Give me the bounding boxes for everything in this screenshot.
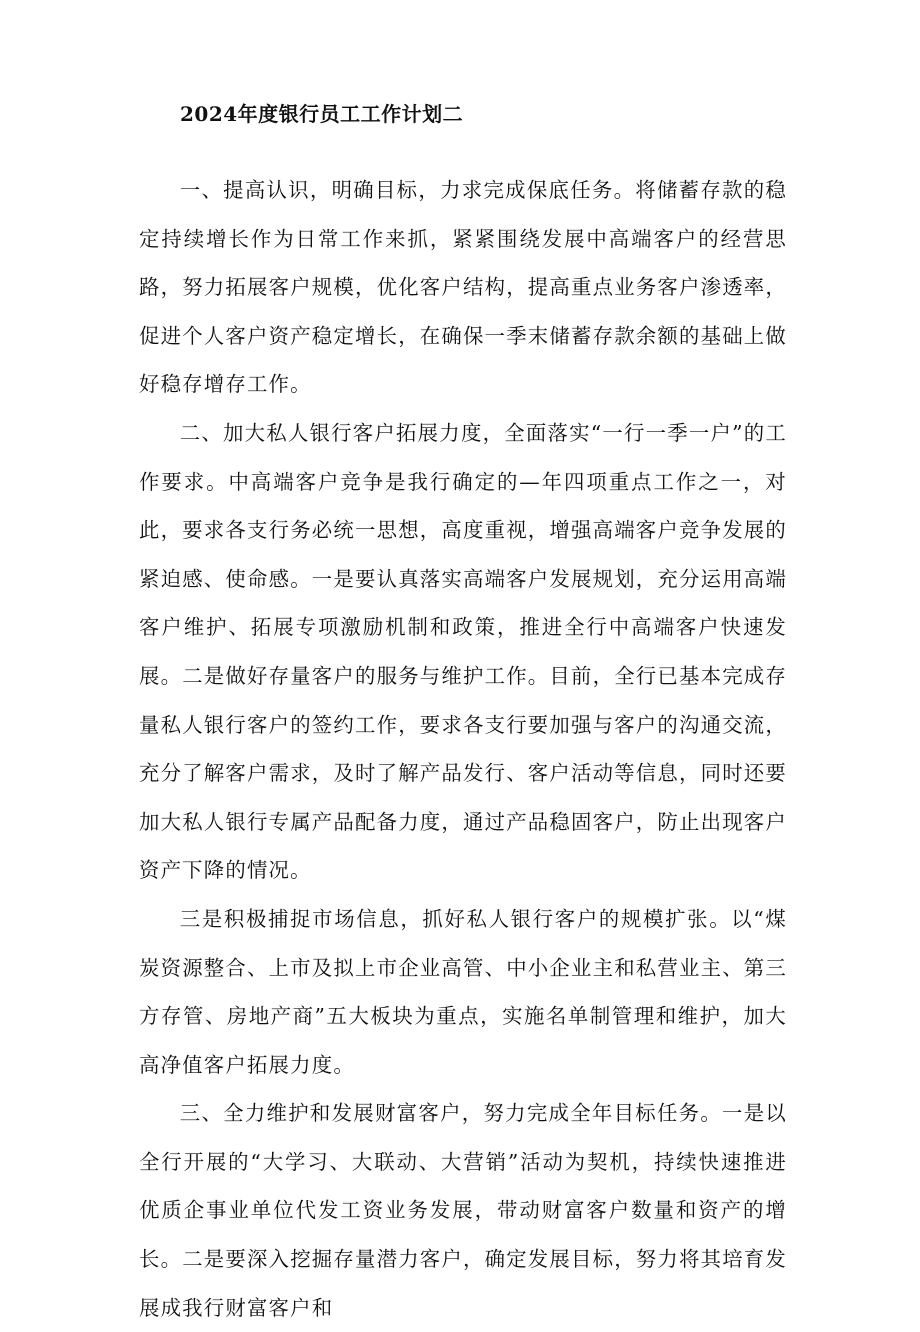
document-title: 2024年度银行员工工作计划二 <box>180 102 464 126</box>
paragraph-3: 三是积极捕捉市场信息，抓好私人银行客户的规模扩张。以“煤炭资源整合、上市及拟上市企业高管、中小企业主和私营业主、第三方存管、房地产商”五大板块为重点，实施名单制管理和维护，加大高净值客户拓展力度。 <box>139 906 787 1077</box>
paragraph-4: 三、全力维护和发展财富客户，努力完成全年目标任务。一是以全行开展的“大学习、大联动、大营销”活动为契机，持续快速推进优质企事业单位代发工资业务发展，带动财富客户数量和资产的增长。二是要深入挖掘存量潜力客户，确定发展目标，努力将其培育发展成我行财富客户和 <box>139 1101 787 1320</box>
paragraph-2: 二、加大私人银行客户拓展力度，全面落实“一行一季一户”的工作要求。中高端客户竞争是我行确定的—年四项重点工作之一，对此，要求各支行务必统一思想，高度重视，增强高端客户竞争发展的紧迫感、使命感。一是要认真落实高端客户发展规划，充分运用高端客户维护、拓展专项激励机制和政策，推进全行中高端客户快速发展。二是做好存量客户的服务与维护工作。目前，全行已基本完成存量私人银行客户的签约工作，要求各支行要加强与客户的沟通交流，充分了解客户需求，及时了解产品发行、客户活动等信息，同时还要加大私人银行专属产品配备力度，通过产品稳固客户，防止出现客户资产下降的情况。 <box>139 420 787 883</box>
document-body <box>139 166 787 1332</box>
paragraph-1: 一、提高认识，明确目标，力求完成保底任务。将储蓄存款的稳定持续增长作为日常工作来抓，紧紧围绕发展中高端客户的经营思路，努力拓展客户规模，优化客户结构，提高重点业务客户渗透率，促进个人客户资产稳定增长，在确保一季末储蓄存款余额的基础上做好稳存增存工作。 <box>139 178 787 397</box>
